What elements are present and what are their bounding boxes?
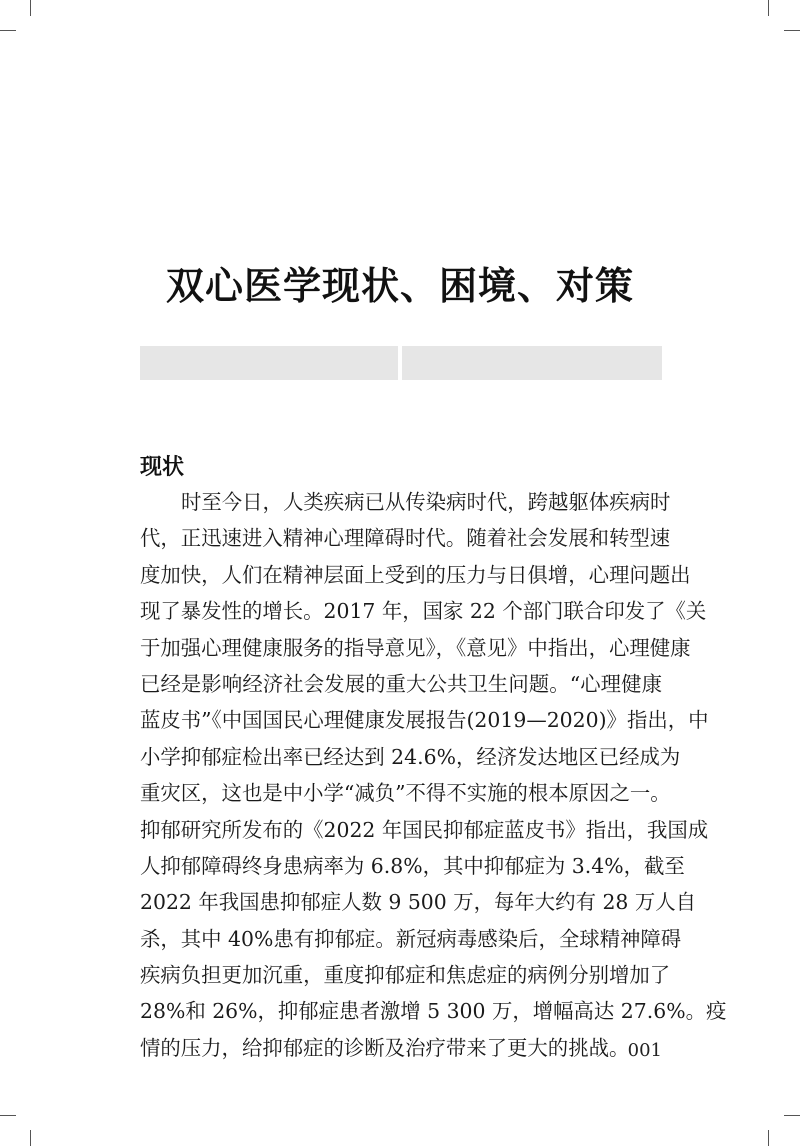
page-number: 001: [627, 1040, 662, 1061]
text-line: 28%和 26%，抑郁症患者激增 5 300 万，增幅高达 27.6%。疫: [140, 999, 727, 1024]
title-underline-bar-right: [402, 346, 662, 380]
text-line: 已经是影响经济社会发展的重大公共卫生问题。“心理健康: [140, 671, 662, 696]
crop-mark-top-left-h: [0, 30, 16, 31]
text-line: 蓝皮书”《中国国民心理健康发展报告(2019—2020)》指出，中: [140, 708, 709, 733]
text-line: 代，正迅速进入精神心理障碍时代。随着社会发展和转型速: [140, 526, 671, 551]
crop-mark-bottom-left-v: [30, 1130, 31, 1146]
crop-mark-bottom-right-h: [784, 1115, 800, 1116]
text-line: 杀，其中 40%患有抑郁症。新冠病毒感染后，全球精神障碍: [140, 926, 682, 951]
text-line: 抑郁研究所发布的《2022 年国民抑郁症蓝皮书》指出，我国成: [140, 817, 709, 842]
crop-mark-bottom-left-h: [0, 1115, 16, 1116]
text-line: 人抑郁障碍终身患病率为 6.8%，其中抑郁症为 3.4%，截至: [140, 853, 685, 878]
crop-mark-top-left-v: [30, 0, 31, 16]
text-line: 时至今日，人类疾病已从传染病时代，跨越躯体疾病时: [181, 490, 671, 514]
chapter-title: 双心医学现状、困境、对策: [165, 264, 634, 308]
crop-mark-bottom-right-v: [768, 1130, 769, 1146]
text-line: 于加强心理健康服务的指导意见》，《意见》中指出，心理健康: [140, 635, 691, 660]
text-line: 疾病负担更加沉重，重度抑郁症和焦虑症的病例分别增加了: [140, 963, 671, 988]
text-line: 情的压力，给抑郁症的诊断及治疗带来了更大的挑战。: [140, 1035, 630, 1060]
text-line: 小学抑郁症检出率已经达到 24.6%，经济发达地区已经成为: [140, 744, 681, 769]
crop-mark-top-right-v: [768, 0, 769, 16]
text-line: 重灾区，这也是中小学“减负”不得不实施的根本原因之一。: [140, 781, 671, 806]
crop-mark-top-right-h: [784, 30, 800, 31]
text-line: 2022 年我国患抑郁症人数 9 500 万，每年大约有 28 万人自: [140, 890, 697, 915]
title-underline-bar-left: [140, 346, 398, 380]
section-heading: 现状: [140, 455, 185, 480]
text-line: 度加快，人们在精神层面上受到的压力与日俱增，心理问题出: [140, 562, 691, 587]
body-paragraph: [140, 484, 727, 1066]
text-line: 现了暴发性的增长。2017 年，国家 22 个部门联合印发了《关: [140, 599, 707, 624]
